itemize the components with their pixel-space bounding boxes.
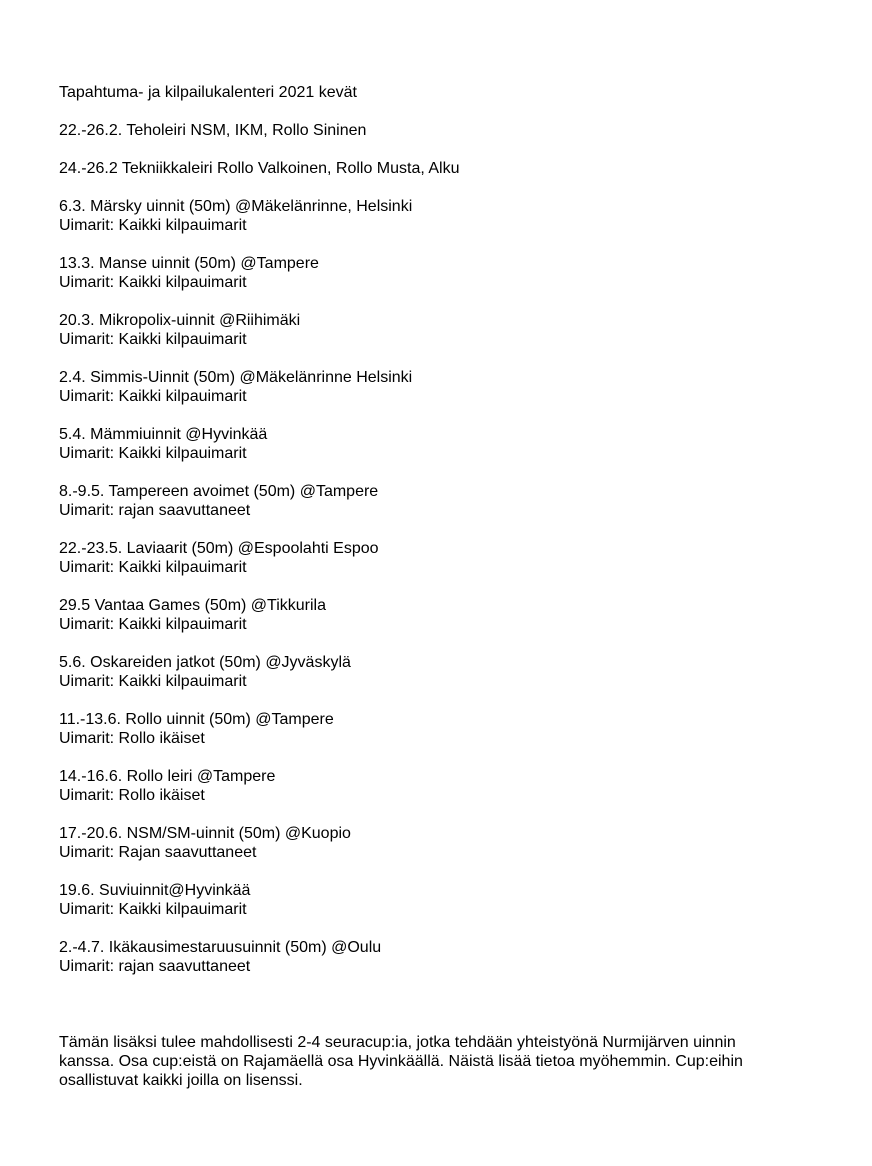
footer-line: Tämän lisäksi tulee mahdollisesti 2-4 seuracup:ia, jotka tehdään yhteistyönä Nurmijärven uinnin [59,1034,736,1051]
event-list [59,121,819,976]
event-heading: 20.3. Mikropolix-uinnit @Riihimäki [59,312,301,329]
event-participants: Uimarit: Kaikki kilpauimarit [59,388,247,405]
footer-line: kanssa. Osa cup:eistä on Rajamäellä osa Hyvinkäällä. Näistä lisää tietoa myöhemmin. Cup:eihin [59,1053,743,1070]
event-item [59,482,819,520]
event-item [59,710,819,748]
event-item [59,881,819,919]
event-item [59,368,819,406]
event-heading: 2.4. Simmis-Uinnit (50m) @Mäkelänrinne Helsinki [59,369,413,386]
event-heading: 24.-26.2 Tekniikkaleiri Rollo Valkoinen, Rollo Musta, Alku [59,160,460,177]
event-item [59,425,819,463]
event-heading: 6.3. Märsky uinnit (50m) @Mäkelänrinne, Helsinki [59,198,413,215]
page-title: Tapahtuma- ja kilpailukalenteri 2021 kevät [59,84,357,101]
event-participants: Uimarit: rajan saavuttaneet [59,502,251,519]
event-heading: 11.-13.6. Rollo uinnit (50m) @Tampere [59,711,334,728]
event-item [59,254,819,292]
event-heading: 8.-9.5. Tampereen avoimet (50m) @Tampere [59,483,379,500]
event-participants: Uimarit: Rajan saavuttaneet [59,844,257,861]
document-page [59,83,819,1090]
event-heading: 5.4. Mämmiuinnit @Hyvinkää [59,426,268,443]
event-heading: 13.3. Manse uinnit (50m) @Tampere [59,255,319,272]
event-item [59,653,819,691]
event-item [59,311,819,349]
event-heading: 14.-16.6. Rollo leiri @Tampere [59,768,276,785]
event-participants: Uimarit: Kaikki kilpauimarit [59,217,247,234]
event-participants: Uimarit: Kaikki kilpauimarit [59,274,247,291]
event-item [59,197,819,235]
event-item [59,159,819,178]
event-item [59,767,819,805]
event-participants: Uimarit: Kaikki kilpauimarit [59,559,247,576]
event-participants: Uimarit: Kaikki kilpauimarit [59,445,247,462]
event-item [59,539,819,577]
event-participants: Uimarit: Kaikki kilpauimarit [59,901,247,918]
event-participants: Uimarit: Rollo ikäiset [59,730,205,747]
event-heading: 29.5 Vantaa Games (50m) @Tikkurila [59,597,327,614]
event-heading: 17.-20.6. NSM/SM-uinnit (50m) @Kuopio [59,825,351,842]
event-participants: Uimarit: Kaikki kilpauimarit [59,673,247,690]
event-item [59,824,819,862]
event-participants: Uimarit: Kaikki kilpauimarit [59,616,247,633]
footer-line: osallistuvat kaikki joilla on lisenssi. [59,1072,303,1089]
event-heading: 19.6. Suviuinnit@Hyvinkää [59,882,251,899]
event-item [59,596,819,634]
event-participants: Uimarit: Rollo ikäiset [59,787,205,804]
event-item [59,121,819,140]
event-heading: 22.-23.5. Laviaarit (50m) @Espoolahti Espoo [59,540,379,557]
event-heading: 2.-4.7. Ikäkausimestaruusuinnit (50m) @Oulu [59,939,382,956]
footer-note [59,1033,779,1090]
event-item [59,938,819,976]
event-participants: Uimarit: rajan saavuttaneet [59,958,251,975]
event-participants: Uimarit: Kaikki kilpauimarit [59,331,247,348]
event-heading: 5.6. Oskareiden jatkot (50m) @Jyväskylä [59,654,351,671]
event-heading: 22.-26.2. Teholeiri NSM, IKM, Rollo Sininen [59,122,367,139]
